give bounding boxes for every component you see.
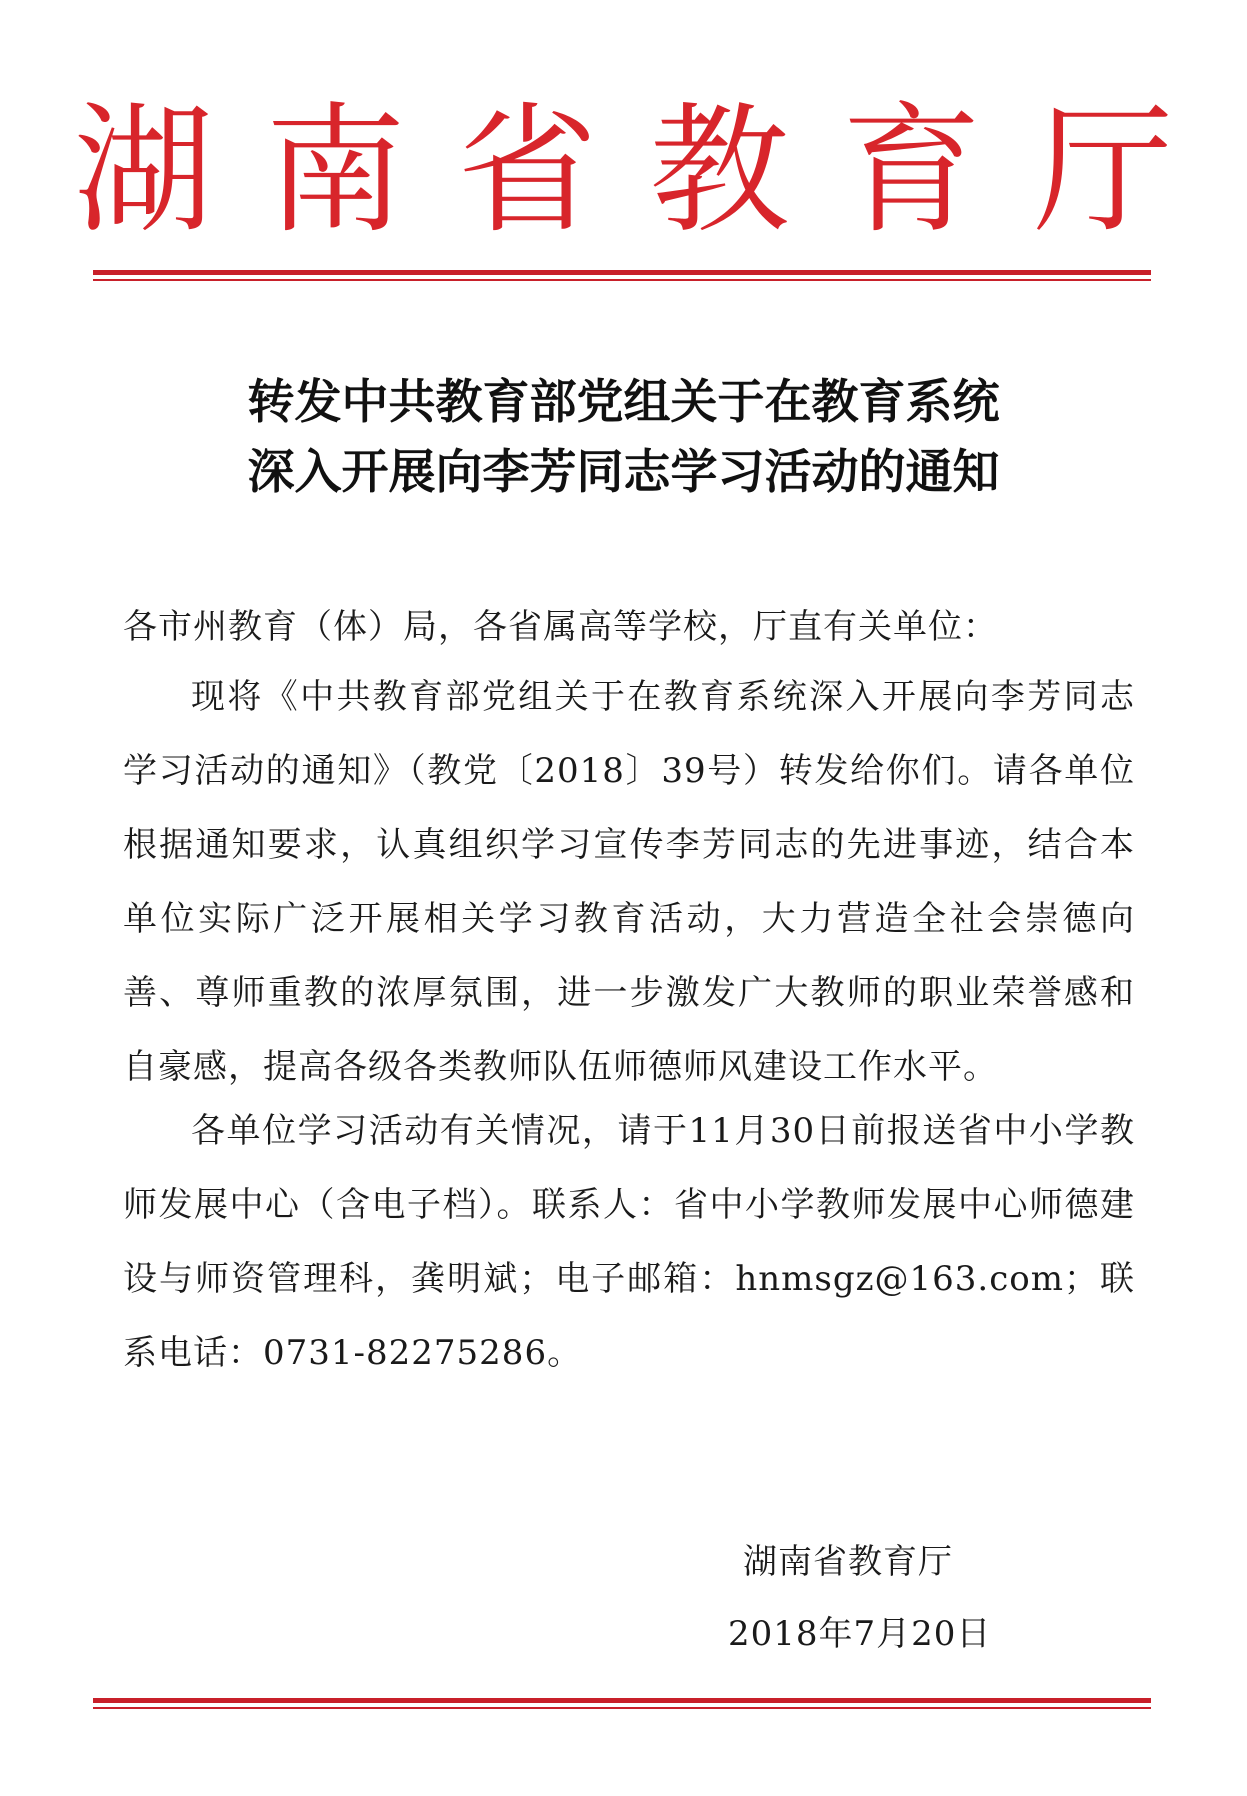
title-line-2: 深入开展向李芳同志学习活动的通知 (247, 445, 1000, 500)
footer-rule-thick (93, 1698, 1151, 1703)
body-paragraph-1: 现将《中共教育部党组关于在教育系统深入开展向李芳同志学习活动的通知》（教党〔2018〕39号）转发给你们。请各单位根据通知要求，认真组织学习宣传李芳同志的先进事迹，结合本单位实际广泛开展相关学习教育活动，大力营造全社会崇德向善、尊师重教的浓厚氛围，进一步激发广大教师的职业荣誉感和自豪感，提高各级各类教师队伍师德师风建设工作水平。 (123, 677, 1135, 1087)
masthead-org-name: 湖南省教育厅 (73, 90, 1226, 253)
footer-rule-thin (93, 1707, 1151, 1709)
masthead-rule-thin (93, 279, 1151, 281)
body-paragraph-2: 各单位学习活动有关情况，请于11月30日前报送省中小学教师发展中心（含电子档）。联系人：省中小学教师发展中心师德建设与师资管理科，龚明斌；电子邮箱：hnmsgz@163.com；联系电话：0731-82275286。 (123, 1111, 1135, 1373)
title-line-1: 转发中共教育部党组关于在教育系统 (247, 375, 1000, 430)
document-title (0, 368, 1247, 508)
masthead-rule-thick (93, 270, 1151, 275)
signature-date: 2018年7月20日 (728, 1614, 992, 1654)
salutation: 各市州教育（体）局，各省属高等学校，厅直有关单位： (123, 607, 998, 647)
signature-org: 湖南省教育厅 (743, 1542, 953, 1582)
